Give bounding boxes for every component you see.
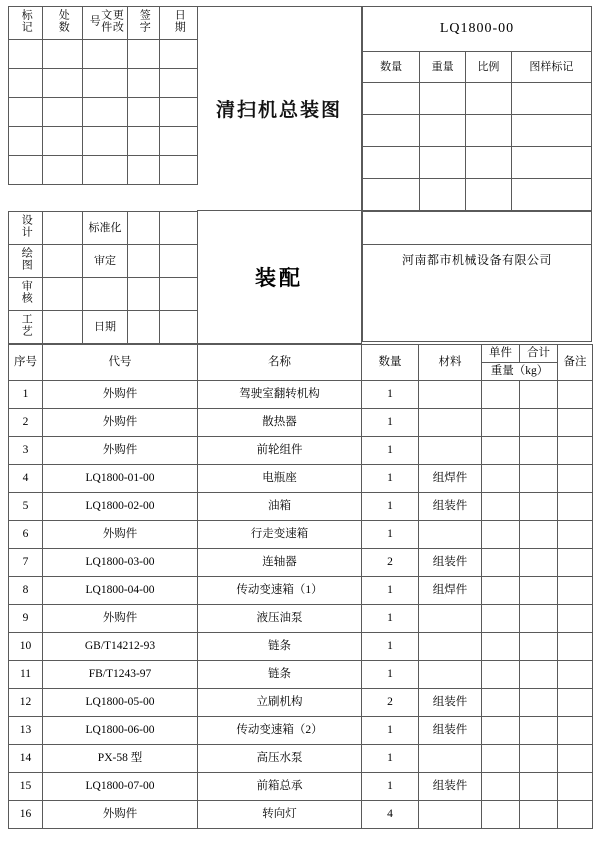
- parts-header-total: 合计: [520, 345, 558, 363]
- table-row: [9, 801, 593, 829]
- approval-sign-drawing: [43, 245, 83, 278]
- row-unit-weight: [482, 381, 520, 409]
- company-blank-row: [363, 277, 592, 309]
- approval-row-check: [9, 278, 198, 311]
- row-qty: 1: [362, 633, 419, 661]
- change-record-row: [9, 97, 198, 126]
- approval-row-process: [9, 311, 198, 344]
- row-no: 8: [9, 577, 43, 605]
- spec-blank-4: [511, 115, 591, 147]
- row-remark: [558, 717, 593, 745]
- approval-value-date: [128, 311, 160, 344]
- row-remark: [558, 465, 593, 493]
- cell-change-doc-no: [83, 39, 128, 68]
- approval-label-process: 工艺: [9, 311, 43, 344]
- row-no: 16: [9, 801, 43, 829]
- header-signature: 签字: [128, 7, 160, 40]
- parts-header-code: 代号: [43, 345, 198, 381]
- row-code: 外购件: [43, 437, 198, 465]
- row-material: [419, 381, 482, 409]
- row-no: 7: [9, 549, 43, 577]
- row-no: 11: [9, 661, 43, 689]
- row-no: 3: [9, 437, 43, 465]
- row-material: [419, 633, 482, 661]
- row-remark: [558, 661, 593, 689]
- row-material: [419, 801, 482, 829]
- approval-blank-check: [83, 278, 128, 311]
- row-material: [419, 437, 482, 465]
- row-remark: [558, 773, 593, 801]
- cell-date: [160, 97, 198, 126]
- change-record-header-row: [9, 7, 198, 40]
- row-code: GB/T14212-93: [43, 633, 198, 661]
- row-no: 14: [9, 745, 43, 773]
- row-total-weight: [520, 381, 558, 409]
- row-remark: [558, 381, 593, 409]
- row-remark: [558, 437, 593, 465]
- row-total-weight: [520, 577, 558, 605]
- spec-header-drawing-mark: 图样标记: [511, 52, 591, 83]
- cell-signature: [128, 68, 160, 97]
- cell-mark: [9, 68, 43, 97]
- titleblock-middle: [8, 211, 592, 344]
- table-row: [9, 745, 593, 773]
- row-qty: 1: [362, 521, 419, 549]
- row-code: LQ1800-01-00: [43, 465, 198, 493]
- cell-date: [160, 68, 198, 97]
- spec-blank-2: [420, 115, 466, 147]
- row-unit-weight: [482, 717, 520, 745]
- row-total-weight: [520, 801, 558, 829]
- cell-count: [43, 68, 83, 97]
- spec-header-qty: 数量: [363, 52, 420, 83]
- cell-date: [160, 126, 198, 155]
- row-code: LQ1800-04-00: [43, 577, 198, 605]
- row-name: 散热器: [198, 409, 362, 437]
- cell-mark: [9, 97, 43, 126]
- approval-value-verify: [128, 245, 160, 278]
- row-no: 10: [9, 633, 43, 661]
- spec-header-weight: 重量: [420, 52, 466, 83]
- company-name-cell: [363, 245, 592, 278]
- table-row: [9, 381, 593, 409]
- row-name: 油箱: [198, 493, 362, 521]
- row-qty: 1: [362, 745, 419, 773]
- cell-count: [43, 155, 83, 184]
- change-record-row: [9, 155, 198, 184]
- row-remark: [558, 521, 593, 549]
- approval-date-design: [160, 212, 198, 245]
- row-code: 外购件: [43, 381, 198, 409]
- row-material: 组焊件: [419, 465, 482, 493]
- row-material: [419, 605, 482, 633]
- cell-count: [43, 97, 83, 126]
- row-qty: 1: [362, 437, 419, 465]
- row-total-weight: [520, 661, 558, 689]
- spec-blank-11: [466, 179, 512, 211]
- approval-label-drawing: 绘图: [9, 245, 43, 278]
- row-qty: 1: [362, 661, 419, 689]
- row-qty: 2: [362, 689, 419, 717]
- row-code: LQ1800-02-00: [43, 493, 198, 521]
- drawing-title-cell: [197, 6, 362, 211]
- company-block: [362, 211, 592, 344]
- approval-value-standardization: [128, 212, 160, 245]
- row-total-weight: [520, 465, 558, 493]
- parts-header-row-top: [9, 345, 593, 363]
- spec-blank-7: [466, 147, 512, 179]
- table-row: [9, 661, 593, 689]
- approval-label-verify: 审定: [83, 245, 128, 278]
- cell-signature: [128, 155, 160, 184]
- row-material: 组焊件: [419, 577, 482, 605]
- change-record-row: [9, 126, 198, 155]
- drawing-number-cell: [363, 7, 592, 52]
- row-remark: [558, 633, 593, 661]
- cell-signature: [128, 39, 160, 68]
- company-name: 河南都市机械设备有限公司: [401, 253, 552, 268]
- row-remark: [558, 493, 593, 521]
- company-blank-top: [363, 212, 592, 245]
- row-unit-weight: [482, 521, 520, 549]
- table-row: [9, 689, 593, 717]
- row-remark: [558, 549, 593, 577]
- row-no: 9: [9, 605, 43, 633]
- row-unit-weight: [482, 409, 520, 437]
- change-record-row: [9, 68, 198, 97]
- approval-row-design: [9, 212, 198, 245]
- row-total-weight: [520, 549, 558, 577]
- spec-value-weight: [420, 83, 466, 115]
- spec-value-qty: [363, 83, 420, 115]
- parts-header-weight: 重量（kg）: [482, 363, 558, 381]
- row-unit-weight: [482, 801, 520, 829]
- spec-blank-9: [363, 179, 420, 211]
- parts-header-remark: 备注: [558, 345, 593, 381]
- row-unit-weight: [482, 605, 520, 633]
- table-row: [9, 633, 593, 661]
- row-name: 链条: [198, 633, 362, 661]
- cell-change-doc-no: [83, 68, 128, 97]
- cell-date: [160, 39, 198, 68]
- header-mark: 标记: [9, 7, 43, 40]
- change-record-grid: [8, 6, 197, 211]
- row-total-weight: [520, 409, 558, 437]
- row-no: 4: [9, 465, 43, 493]
- table-row: [9, 521, 593, 549]
- table-row: [9, 549, 593, 577]
- row-code: FB/T1243-97: [43, 661, 198, 689]
- company-blank-row: [363, 309, 592, 342]
- row-remark: [558, 689, 593, 717]
- approval-row-drawing: [9, 245, 198, 278]
- row-total-weight: [520, 437, 558, 465]
- row-remark: [558, 605, 593, 633]
- parts-header-material: 材料: [419, 345, 482, 381]
- row-unit-weight: [482, 493, 520, 521]
- row-code: LQ1800-07-00: [43, 773, 198, 801]
- spec-header-row: [363, 52, 592, 83]
- row-name: 电瓶座: [198, 465, 362, 493]
- row-name: 驾驶室翻转机构: [198, 381, 362, 409]
- company-name-row: [363, 245, 592, 278]
- row-material: 组装件: [419, 689, 482, 717]
- table-row: [9, 409, 593, 437]
- row-total-weight: [520, 493, 558, 521]
- table-row: [9, 717, 593, 745]
- titleblock-top: [8, 6, 592, 211]
- approval-value-check: [128, 278, 160, 311]
- cell-mark: [9, 155, 43, 184]
- row-remark: [558, 801, 593, 829]
- row-code: PX-58 型: [43, 745, 198, 773]
- row-qty: 1: [362, 717, 419, 745]
- row-qty: 1: [362, 409, 419, 437]
- row-name: 传动变速箱（1）: [198, 577, 362, 605]
- row-no: 1: [9, 381, 43, 409]
- row-name: 高压水泵: [198, 745, 362, 773]
- spec-value-scale: [466, 83, 512, 115]
- row-material: 组装件: [419, 493, 482, 521]
- approval-sign-process: [43, 311, 83, 344]
- approval-label-design: 设计: [9, 212, 43, 245]
- cell-signature: [128, 126, 160, 155]
- drawing-number-row: [363, 7, 592, 52]
- parts-list: [8, 344, 592, 829]
- table-row: [9, 773, 593, 801]
- drawing-title: 清扫机总装图: [215, 100, 342, 121]
- row-no: 13: [9, 717, 43, 745]
- row-name: 行走变速箱: [198, 521, 362, 549]
- spec-blank-12: [511, 179, 591, 211]
- row-remark: [558, 745, 593, 773]
- approval-date-check: [160, 278, 198, 311]
- row-unit-weight: [482, 745, 520, 773]
- row-qty: 4: [362, 801, 419, 829]
- approval-label-date: 日期: [83, 311, 128, 344]
- row-material: [419, 745, 482, 773]
- approval-sign-design: [43, 212, 83, 245]
- row-code: LQ1800-06-00: [43, 717, 198, 745]
- row-name: 传动变速箱（2）: [198, 717, 362, 745]
- row-total-weight: [520, 717, 558, 745]
- row-code: 外购件: [43, 801, 198, 829]
- spec-blank-row: [363, 147, 592, 179]
- row-unit-weight: [482, 577, 520, 605]
- row-unit-weight: [482, 661, 520, 689]
- cell-count: [43, 39, 83, 68]
- spec-blank-8: [511, 147, 591, 179]
- spec-blank-row: [363, 179, 592, 211]
- table-row: [9, 493, 593, 521]
- row-qty: 1: [362, 493, 419, 521]
- table-row: [9, 465, 593, 493]
- row-remark: [558, 577, 593, 605]
- row-code: LQ1800-05-00: [43, 689, 198, 717]
- table-row: [9, 577, 593, 605]
- row-qty: 1: [362, 605, 419, 633]
- row-name: 液压油泵: [198, 605, 362, 633]
- approval-sign-check: [43, 278, 83, 311]
- cell-count: [43, 126, 83, 155]
- approval-label-standardization: 标准化: [83, 212, 128, 245]
- row-name: 立刷机构: [198, 689, 362, 717]
- approval-grid: [8, 211, 197, 344]
- row-no: 5: [9, 493, 43, 521]
- approval-label-check: 审核: [9, 278, 43, 311]
- cell-signature: [128, 97, 160, 126]
- row-qty: 1: [362, 465, 419, 493]
- cell-change-doc-no: [83, 155, 128, 184]
- table-row: [9, 437, 593, 465]
- row-code: 外购件: [43, 409, 198, 437]
- row-code: 外购件: [43, 605, 198, 633]
- row-code: LQ1800-03-00: [43, 549, 198, 577]
- table-row: [9, 605, 593, 633]
- row-name: 前箱总承: [198, 773, 362, 801]
- row-no: 2: [9, 409, 43, 437]
- row-name: 前轮组件: [198, 437, 362, 465]
- parts-header-name: 名称: [198, 345, 362, 381]
- row-total-weight: [520, 521, 558, 549]
- spec-blank-6: [420, 147, 466, 179]
- row-remark: [558, 409, 593, 437]
- row-no: 6: [9, 521, 43, 549]
- row-name: 链条: [198, 661, 362, 689]
- row-total-weight: [520, 773, 558, 801]
- spec-blank-1: [363, 115, 420, 147]
- row-qty: 1: [362, 773, 419, 801]
- spec-value-drawing-mark: [511, 83, 591, 115]
- parts-header-qty: 数量: [362, 345, 419, 381]
- row-no: 12: [9, 689, 43, 717]
- change-record-row: [9, 39, 198, 68]
- row-total-weight: [520, 633, 558, 661]
- company-blank-mid: [363, 277, 592, 309]
- row-code: 外购件: [43, 521, 198, 549]
- row-material: 组装件: [419, 549, 482, 577]
- row-total-weight: [520, 689, 558, 717]
- row-material: [419, 409, 482, 437]
- approval-date-drawing: [160, 245, 198, 278]
- row-unit-weight: [482, 773, 520, 801]
- spec-blank-3: [466, 115, 512, 147]
- company-blank-bottom: [363, 309, 592, 342]
- cell-mark: [9, 126, 43, 155]
- header-change-doc-no: 更改文件号: [83, 7, 128, 40]
- assembly-label: 装配: [255, 266, 303, 290]
- approval-date-process: [160, 311, 198, 344]
- company-blank-row: [363, 212, 592, 245]
- row-qty: 2: [362, 549, 419, 577]
- drawing-number: LQ1800-00: [439, 20, 515, 36]
- assembly-label-cell: [197, 211, 362, 344]
- row-unit-weight: [482, 549, 520, 577]
- spec-value-row: [363, 83, 592, 115]
- cell-change-doc-no: [83, 126, 128, 155]
- parts-header-unit: 单件: [482, 345, 520, 363]
- row-name: 转向灯: [198, 801, 362, 829]
- row-total-weight: [520, 605, 558, 633]
- cell-date: [160, 155, 198, 184]
- row-name: 连轴器: [198, 549, 362, 577]
- row-material: 组装件: [419, 773, 482, 801]
- row-total-weight: [520, 745, 558, 773]
- drawing-sheet: [8, 6, 592, 836]
- header-count: 处数: [43, 7, 83, 40]
- row-unit-weight: [482, 633, 520, 661]
- row-no: 15: [9, 773, 43, 801]
- row-qty: 1: [362, 577, 419, 605]
- row-material: [419, 521, 482, 549]
- cell-change-doc-no: [83, 97, 128, 126]
- row-unit-weight: [482, 465, 520, 493]
- header-date: 日期: [160, 7, 198, 40]
- spec-blank-row: [363, 115, 592, 147]
- spec-blank-5: [363, 147, 420, 179]
- row-material: [419, 661, 482, 689]
- row-unit-weight: [482, 437, 520, 465]
- drawing-number-block: [362, 6, 592, 211]
- spec-header-scale: 比例: [466, 52, 512, 83]
- parts-header-no: 序号: [9, 345, 43, 381]
- spec-blank-10: [420, 179, 466, 211]
- row-qty: 1: [362, 381, 419, 409]
- row-material: 组装件: [419, 717, 482, 745]
- row-unit-weight: [482, 689, 520, 717]
- cell-mark: [9, 39, 43, 68]
